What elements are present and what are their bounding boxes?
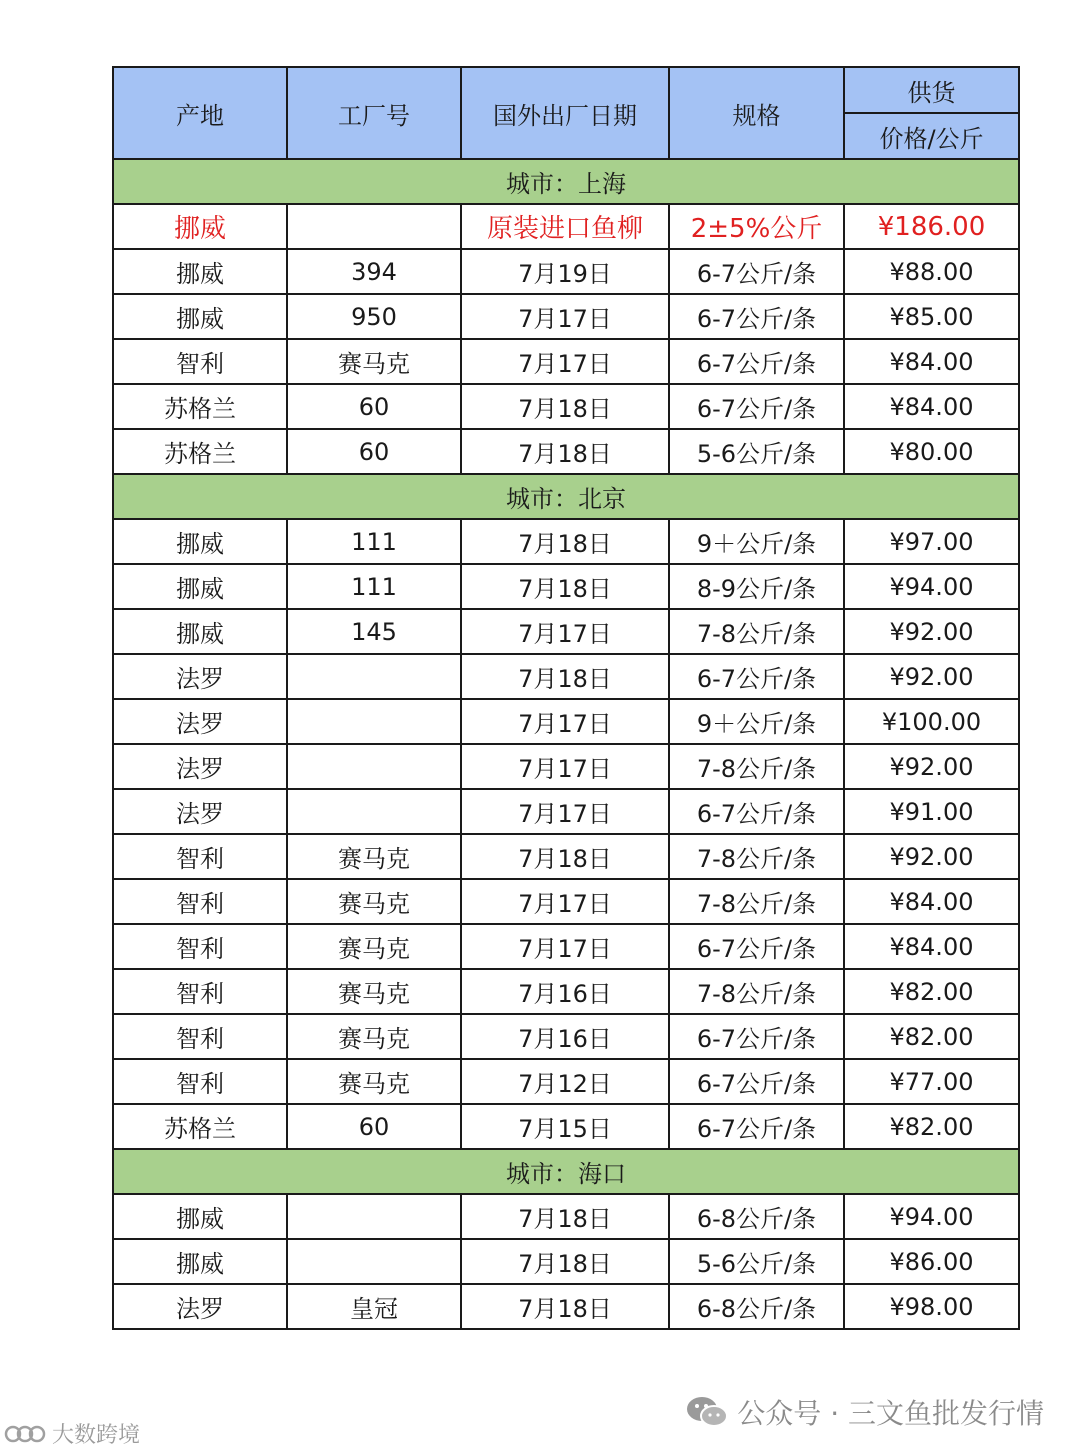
cell-spec: 6-7公斤/条 — [669, 654, 844, 699]
footer-watermark — [4, 1418, 140, 1449]
cell-date: 7月18日 — [461, 429, 669, 474]
cell-date: 7月18日 — [461, 1194, 669, 1239]
cell-spec: 2±5%公斤 — [669, 204, 844, 249]
cell-factory: 赛马克 — [287, 924, 461, 969]
table-row — [113, 924, 1019, 969]
cell-price: ¥98.00 — [844, 1284, 1019, 1329]
cell-spec: 6-7公斤/条 — [669, 924, 844, 969]
table-row — [113, 294, 1019, 339]
cell-date: 7月18日 — [461, 834, 669, 879]
cell-origin: 挪威 — [113, 519, 287, 564]
cell-origin: 法罗 — [113, 1284, 287, 1329]
cell-spec: 6-7公斤/条 — [669, 1014, 844, 1059]
table-row — [113, 519, 1019, 564]
cell-spec: 6-7公斤/条 — [669, 789, 844, 834]
cell-date: 7月19日 — [461, 249, 669, 294]
cell-spec: 9＋公斤/条 — [669, 699, 844, 744]
cell-origin: 智利 — [113, 1014, 287, 1059]
price-table — [112, 66, 1020, 1330]
cell-factory: 950 — [287, 294, 461, 339]
cell-date: 7月18日 — [461, 519, 669, 564]
cell-price: ¥97.00 — [844, 519, 1019, 564]
table-row — [113, 1104, 1019, 1149]
cell-origin: 智利 — [113, 1059, 287, 1104]
city-label: 城市：上海 — [113, 159, 1019, 204]
cell-date: 7月17日 — [461, 294, 669, 339]
logo-icon — [4, 1421, 46, 1447]
cell-price: ¥92.00 — [844, 744, 1019, 789]
cell-price: ¥92.00 — [844, 609, 1019, 654]
cell-date: 7月17日 — [461, 339, 669, 384]
city-label: 城市：北京 — [113, 474, 1019, 519]
cell-factory — [287, 1239, 461, 1284]
cell-spec: 6-7公斤/条 — [669, 384, 844, 429]
cell-date: 7月18日 — [461, 1239, 669, 1284]
footer-brand — [685, 1392, 1044, 1432]
cell-price: ¥92.00 — [844, 654, 1019, 699]
header-supply: 供货 — [844, 67, 1019, 113]
cell-spec: 6-8公斤/条 — [669, 1284, 844, 1329]
cell-date: 7月16日 — [461, 969, 669, 1014]
cell-spec: 6-7公斤/条 — [669, 294, 844, 339]
cell-price: ¥94.00 — [844, 564, 1019, 609]
cell-price: ¥84.00 — [844, 924, 1019, 969]
header-spec: 规格 — [669, 67, 844, 159]
table-row — [113, 834, 1019, 879]
cell-price: ¥86.00 — [844, 1239, 1019, 1284]
cell-origin: 智利 — [113, 339, 287, 384]
cell-price: ¥88.00 — [844, 249, 1019, 294]
cell-origin: 挪威 — [113, 1194, 287, 1239]
cell-price: ¥77.00 — [844, 1059, 1019, 1104]
header-origin: 产地 — [113, 67, 287, 159]
cell-date: 7月18日 — [461, 1284, 669, 1329]
cell-date: 7月17日 — [461, 699, 669, 744]
cell-spec: 6-7公斤/条 — [669, 249, 844, 294]
cell-spec: 7-8公斤/条 — [669, 744, 844, 789]
cell-price: ¥100.00 — [844, 699, 1019, 744]
cell-origin: 智利 — [113, 969, 287, 1014]
cell-spec: 8-9公斤/条 — [669, 564, 844, 609]
cell-spec: 6-7公斤/条 — [669, 1059, 844, 1104]
table-row — [113, 1194, 1019, 1239]
table-row — [113, 699, 1019, 744]
cell-factory — [287, 789, 461, 834]
city-label: 城市：海口 — [113, 1149, 1019, 1194]
table-row — [113, 1059, 1019, 1104]
cell-origin: 苏格兰 — [113, 384, 287, 429]
table-row — [113, 564, 1019, 609]
table-row — [113, 969, 1019, 1014]
cell-factory: 111 — [287, 519, 461, 564]
cell-price: ¥84.00 — [844, 339, 1019, 384]
table-row — [113, 609, 1019, 654]
cell-date: 7月15日 — [461, 1104, 669, 1149]
cell-factory: 赛马克 — [287, 969, 461, 1014]
cell-factory — [287, 654, 461, 699]
table-row — [113, 339, 1019, 384]
cell-price: ¥84.00 — [844, 384, 1019, 429]
cell-origin: 智利 — [113, 834, 287, 879]
cell-factory: 60 — [287, 384, 461, 429]
cell-origin: 法罗 — [113, 654, 287, 699]
cell-price: ¥186.00 — [844, 204, 1019, 249]
cell-price: ¥91.00 — [844, 789, 1019, 834]
cell-date: 7月17日 — [461, 879, 669, 924]
city-row — [113, 474, 1019, 519]
table-row — [113, 384, 1019, 429]
cell-factory: 皇冠 — [287, 1284, 461, 1329]
cell-spec: 7-8公斤/条 — [669, 969, 844, 1014]
cell-date: 7月17日 — [461, 744, 669, 789]
table-row — [113, 204, 1019, 249]
cell-factory: 赛马克 — [287, 834, 461, 879]
table-row — [113, 249, 1019, 294]
cell-price: ¥82.00 — [844, 1014, 1019, 1059]
cell-factory: 赛马克 — [287, 339, 461, 384]
table-row — [113, 744, 1019, 789]
footer-brand-text: 公众号 · 三文鱼批发行情 — [737, 1397, 1044, 1430]
cell-spec: 5-6公斤/条 — [669, 1239, 844, 1284]
cell-factory: 赛马克 — [287, 1059, 461, 1104]
cell-factory — [287, 699, 461, 744]
cell-date: 原装进口鱼柳 — [461, 204, 669, 249]
cell-origin: 挪威 — [113, 294, 287, 339]
cell-spec: 7-8公斤/条 — [669, 879, 844, 924]
footer-watermark-text: 大数跨境 — [52, 1423, 141, 1448]
cell-date: 7月17日 — [461, 789, 669, 834]
cell-origin: 挪威 — [113, 564, 287, 609]
cell-origin: 法罗 — [113, 744, 287, 789]
cell-origin: 智利 — [113, 924, 287, 969]
cell-origin: 法罗 — [113, 699, 287, 744]
cell-origin: 挪威 — [113, 249, 287, 294]
header-factory: 工厂号 — [287, 67, 461, 159]
table-body — [113, 159, 1019, 1329]
cell-origin: 挪威 — [113, 1239, 287, 1284]
table-row — [113, 1284, 1019, 1329]
cell-date: 7月18日 — [461, 564, 669, 609]
cell-origin: 挪威 — [113, 609, 287, 654]
cell-origin: 法罗 — [113, 789, 287, 834]
cell-factory — [287, 204, 461, 249]
city-row — [113, 159, 1019, 204]
table-row — [113, 789, 1019, 834]
cell-spec: 5-6公斤/条 — [669, 429, 844, 474]
table-row — [113, 654, 1019, 699]
cell-spec: 9＋公斤/条 — [669, 519, 844, 564]
cell-price: ¥94.00 — [844, 1194, 1019, 1239]
cell-date: 7月17日 — [461, 924, 669, 969]
cell-date: 7月16日 — [461, 1014, 669, 1059]
table-row — [113, 429, 1019, 474]
cell-spec: 7-8公斤/条 — [669, 609, 844, 654]
cell-price: ¥80.00 — [844, 429, 1019, 474]
header-price: 价格/公斤 — [844, 113, 1019, 159]
cell-price: ¥92.00 — [844, 834, 1019, 879]
cell-factory: 赛马克 — [287, 879, 461, 924]
cell-spec: 6-7公斤/条 — [669, 1104, 844, 1149]
cell-origin: 挪威 — [113, 204, 287, 249]
cell-price: ¥82.00 — [844, 969, 1019, 1014]
cell-factory: 145 — [287, 609, 461, 654]
cell-spec: 6-7公斤/条 — [669, 339, 844, 384]
cell-factory: 394 — [287, 249, 461, 294]
cell-factory — [287, 1194, 461, 1239]
cell-factory: 60 — [287, 429, 461, 474]
cell-origin: 苏格兰 — [113, 429, 287, 474]
cell-factory — [287, 744, 461, 789]
cell-spec: 7-8公斤/条 — [669, 834, 844, 879]
cell-factory: 赛马克 — [287, 1014, 461, 1059]
cell-price: ¥82.00 — [844, 1104, 1019, 1149]
header-date: 国外出厂日期 — [461, 67, 669, 159]
cell-factory: 60 — [287, 1104, 461, 1149]
cell-spec: 6-8公斤/条 — [669, 1194, 844, 1239]
cell-price: ¥84.00 — [844, 879, 1019, 924]
cell-date: 7月17日 — [461, 609, 669, 654]
table-row — [113, 879, 1019, 924]
city-row — [113, 1149, 1019, 1194]
cell-price: ¥85.00 — [844, 294, 1019, 339]
cell-date: 7月12日 — [461, 1059, 669, 1104]
table-header — [113, 67, 1019, 159]
cell-origin: 苏格兰 — [113, 1104, 287, 1149]
cell-factory: 111 — [287, 564, 461, 609]
cell-origin: 智利 — [113, 879, 287, 924]
table-row — [113, 1014, 1019, 1059]
table-row — [113, 1239, 1019, 1284]
wechat-icon — [685, 1394, 729, 1430]
cell-date: 7月18日 — [461, 384, 669, 429]
cell-date: 7月18日 — [461, 654, 669, 699]
